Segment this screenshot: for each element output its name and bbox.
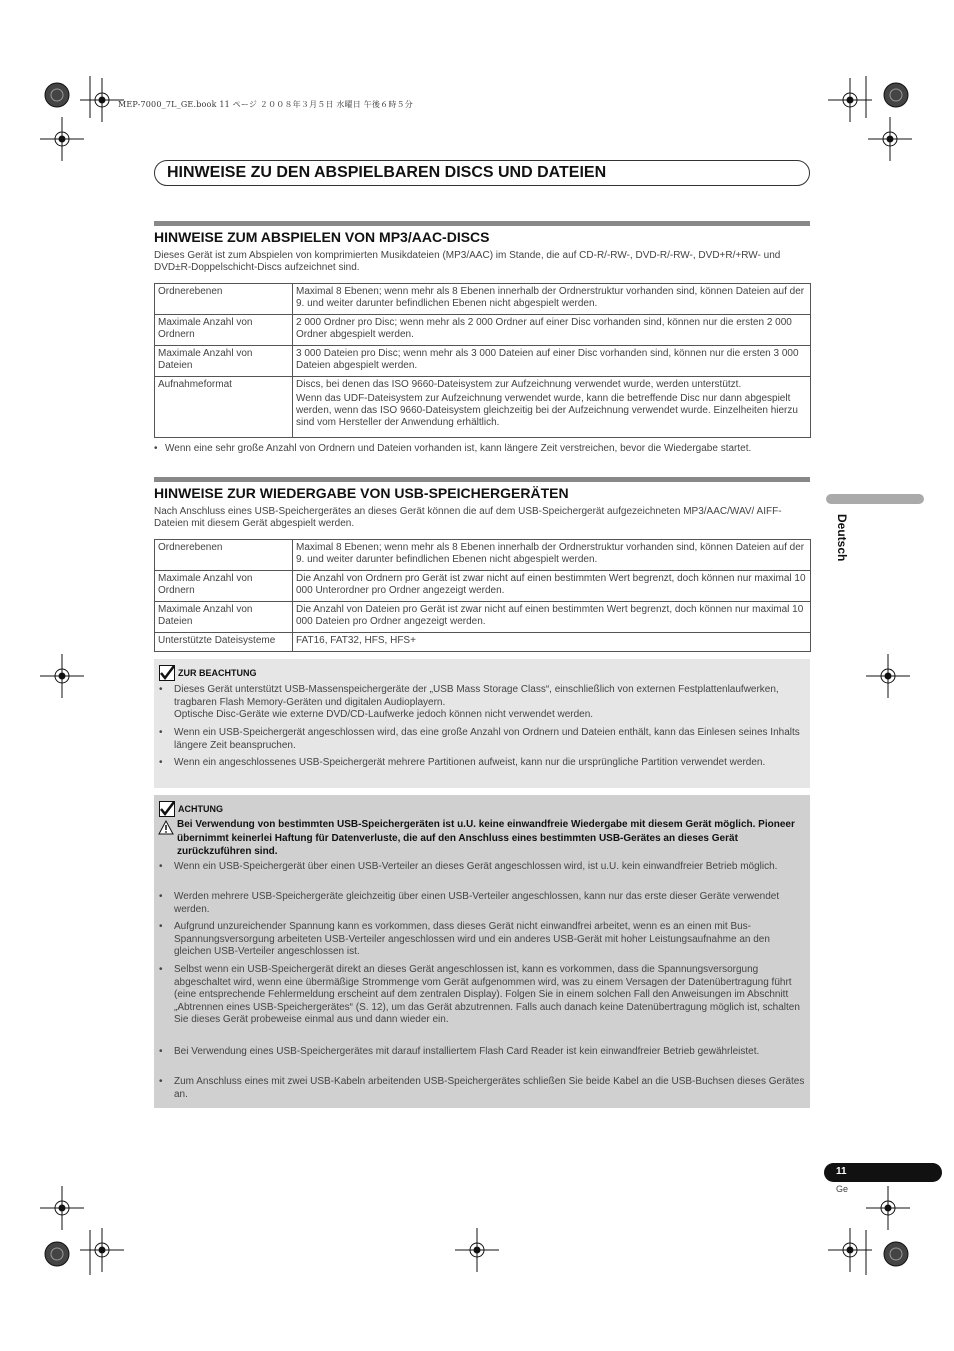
bullet-text: Werden mehrere USB-Speichergeräte gleichzeitig über einen USB-Verteiler angeschlossen, kann nur das erste dieser Geräte verwendet werden. xyxy=(174,891,780,915)
bullet-icon: • xyxy=(159,1076,163,1087)
table-key: Maximale Anzahl von Dateien xyxy=(155,602,293,633)
table-row xyxy=(155,602,811,633)
note-label: ZUR BEACHTUNG xyxy=(178,668,257,678)
section-rule xyxy=(154,221,810,226)
table-row xyxy=(155,633,811,652)
warning-icon xyxy=(158,820,174,835)
table-value-line: Discs, bei denen das ISO 9660-Dateisystem zur Aufzeichnung verwendet wurde, werden unterstützt. xyxy=(296,379,742,390)
list-item xyxy=(159,861,807,887)
table-value xyxy=(293,377,811,438)
side-tab-label: Deutsch xyxy=(835,514,849,562)
bullet-text: Optische Disc-Geräte wie externe DVD/CD-Laufwerke jedoch können nicht verwendet werden. xyxy=(174,709,594,720)
mp3-spec-table xyxy=(154,283,811,438)
bullet-icon: • xyxy=(159,921,163,932)
file-info-line: MEP-7000_7L_GE.book 11 ページ ２００８年３月５日 水曜日 午後６時５分 xyxy=(118,100,413,109)
section2-intro: Nach Anschluss eines USB-Speichergerätes an dieses Gerät können die auf dem USB-Speichergerät aufgezeichneten MP3/AAC/WAV/ AIFF-Dateien mit diesem Gerät abgespielt werden. xyxy=(154,506,782,529)
table-row xyxy=(155,540,811,571)
bullet-icon: • xyxy=(159,1046,163,1057)
note-box xyxy=(154,659,810,788)
table-key: Unterstützte Dateisysteme xyxy=(155,633,293,652)
table-key: Ordnerebenen xyxy=(155,284,293,315)
list-item xyxy=(159,1076,807,1102)
bullet-icon: • xyxy=(159,964,163,975)
page-number-badge xyxy=(824,1163,942,1182)
section1-intro: Dieses Gerät ist zum Abspielen von komprimierten Musikdateien (MP3/AAC) im Stande, die auf CD-R/-RW-, DVD-R/-RW-, DVD+R/+RW- und DVD±R-Doppelschicht-Discs aufzeichnet sind. xyxy=(154,250,781,273)
bullet-icon: • xyxy=(159,727,163,738)
checkmark-icon xyxy=(159,801,175,817)
table-row xyxy=(155,315,811,346)
bullet-text: Zum Anschluss eines mit zwei USB-Kabeln arbeitenden USB-Speichergerätes schließen Sie beide Kabel an die USB-Buchsen dieses Gerätes an. xyxy=(174,1076,805,1100)
table-row xyxy=(155,284,811,315)
table-value: Die Anzahl von Ordnern pro Gerät ist zwar nicht auf einen bestimmten Wert begrenzt, doch können nur maximal 10 000 Unterordner pro Ordner angezeigt werden. xyxy=(293,571,811,602)
list-item xyxy=(154,443,810,469)
caution-warning: Bei Verwendung von bestimmten USB-Speichergeräten ist u.U. keine einwandfreie Wiedergabe mit diesem Gerät möglich. Pioneer übernimmt keinerlei Haftung für Datenverluste, die auf den Anschluss eines bestimmten USB-Gerätes an dieses Gerät zurückzuführen sind. xyxy=(177,819,795,857)
side-tab xyxy=(826,494,924,504)
table-value: Die Anzahl von Dateien pro Gerät ist zwar nicht auf einen bestimmten Wert begrenzt, doch können nur maximal 10 000 Dateien pro Ordner angezeigt werden. xyxy=(293,602,811,633)
table-value-line: Wenn das UDF-Dateisystem zur Aufzeichnung verwendet wurde, kann die betreffende Disc nur dann abgespielt werden, wenn das ISO 9660-Dateisystem gleichzeitig bei der Aufzeichnung verwendet wurde. Einzelheiten hierzu sind vom Hersteller der Anwendung erhältlich. xyxy=(296,393,798,428)
list-item xyxy=(159,727,807,753)
section1-heading: HINWEISE ZUM ABSPIELEN VON MP3/AAC-DISCS xyxy=(154,229,490,245)
table-row xyxy=(155,377,811,438)
table-value: Maximal 8 Ebenen; wenn mehr als 8 Ebenen innerhalb der Ordnerstruktur vorhanden sind, können Dateien auf der 9. und weiter darunter befindlichen Ebenen nicht abgespielt werden. xyxy=(293,284,811,315)
table-row xyxy=(155,346,811,377)
list-item xyxy=(159,891,807,917)
caution-box xyxy=(154,795,810,1108)
table-key: Ordnerebenen xyxy=(155,540,293,571)
list-item xyxy=(159,964,807,1042)
table-key: Maximale Anzahl von Ordnern xyxy=(155,571,293,602)
bullet-text: Wenn ein USB-Speichergerät über einen USB-Verteiler an dieses Gerät angeschlossen wird, ist u.U. kein einwandfreier Betrieb möglich. xyxy=(174,861,778,872)
page-language-code: Ge xyxy=(836,1184,849,1194)
bullet-text: Wenn ein angeschlossenes USB-Speichergerät mehrere Partitionen aufweist, kann nur die ursprüngliche Partition verwendet werden. xyxy=(174,757,766,768)
table-key: Aufnahmeformat xyxy=(155,377,293,438)
page-number: 11 xyxy=(836,1166,847,1177)
table-row xyxy=(155,571,811,602)
table-value: FAT16, FAT32, HFS, HFS+ xyxy=(293,633,811,652)
table-value: Maximal 8 Ebenen; wenn mehr als 8 Ebenen innerhalb der Ordnerstruktur vorhanden sind, können Dateien auf der 9. und weiter darunter befindlichen Ebenen nicht abgespielt werden. xyxy=(293,540,811,571)
caution-label: ACHTUNG xyxy=(178,804,223,814)
table-key: Maximale Anzahl von Dateien xyxy=(155,346,293,377)
chapter-title: HINWEISE ZU DEN ABSPIELBAREN DISCS UND DATEIEN xyxy=(167,164,607,181)
table-key: Maximale Anzahl von Ordnern xyxy=(155,315,293,346)
checkmark-icon xyxy=(159,665,175,681)
section-rule xyxy=(154,477,810,482)
bullet-text: Bei Verwendung eines USB-Speichergerätes mit darauf installiertem Flash Card Reader ist kein einwandfreier Betrieb gewährleistet. xyxy=(174,1046,760,1057)
bullet-icon: • xyxy=(154,443,158,454)
chapter-title-bar xyxy=(154,160,810,186)
bullet-text: Wenn ein USB-Speichergerät angeschlossen wird, das eine große Anzahl von Ordnern und Dateien enthält, kann das Einlesen seines Inhalts längere Zeit beanspruchen. xyxy=(174,727,800,751)
bullet-icon: • xyxy=(159,684,163,695)
bullet-icon: • xyxy=(159,861,163,872)
bullet-icon: • xyxy=(159,757,163,768)
table-value: 3 000 Dateien pro Disc; wenn mehr als 3 000 Dateien auf einer Disc vorhanden sind, können nur die ersten 3 000 Dateien abgespielt werden. xyxy=(293,346,811,377)
bullet-text: Dieses Gerät unterstützt USB-Massenspeichergeräte der „USB Mass Storage Class“, einschließlich von externen Festplattenlaufwerken, tragbaren Flash Memory-Geräten und digitalen Audioplayern. xyxy=(174,684,779,708)
bullet-text: Aufgrund unzureichender Spannung kann es vorkommen, dass dieses Gerät nicht einwandfrei arbeitet, wenn es an einen mit Bus-Spannungsversorgung arbeiteten USB-Verteiler angeschlossen wird und ein anderes USB-Gerät mit hoher Leistungsaufnahme an den gleichen USB-Verteiler angeschlossen ist. xyxy=(174,921,770,957)
section2-heading: HINWEISE ZUR WIEDERGABE VON USB-SPEICHERGERÄTEN xyxy=(154,485,569,501)
table-value: 2 000 Ordner pro Disc; wenn mehr als 2 000 Ordner auf einer Disc vorhanden sind, können nur die ersten 2 000 Ordner abgespielt werden. xyxy=(293,315,811,346)
bullet-text: Wenn eine sehr große Anzahl von Ordnern und Dateien vorhanden ist, kann längere Zeit verstreichen, bevor die Wiedergabe startet. xyxy=(165,443,752,454)
bullet-icon: • xyxy=(159,891,163,902)
bullet-text: Selbst wenn ein USB-Speichergerät direkt an dieses Gerät angeschlossen ist, kann es vorkommen, dass die Spannungsversorgung abgeschaltet wird, wenn eine übermäßige Strommenge vom Gerät aufgenommen wird, was zu einem Versagen der Datenübertragung führt (eine entsprechende Fehlermeldung erscheint auf dem zentralen Display). Folgen Sie in einem solchen Fall den Anweisungen im Abschnitt „Abtrennen eines USB-Speichergerätes“ (S. 12), um das Gerät abzutrennen. Falls auch danach keine Datenübertragung möglich ist, schalten Sie dieses Gerät probeweise einmal aus und dann wieder ein. xyxy=(174,964,800,1025)
list-item xyxy=(159,757,807,783)
usb-spec-table xyxy=(154,539,811,652)
list-item xyxy=(159,1046,807,1072)
list-item xyxy=(159,921,807,959)
list-item xyxy=(159,684,807,722)
